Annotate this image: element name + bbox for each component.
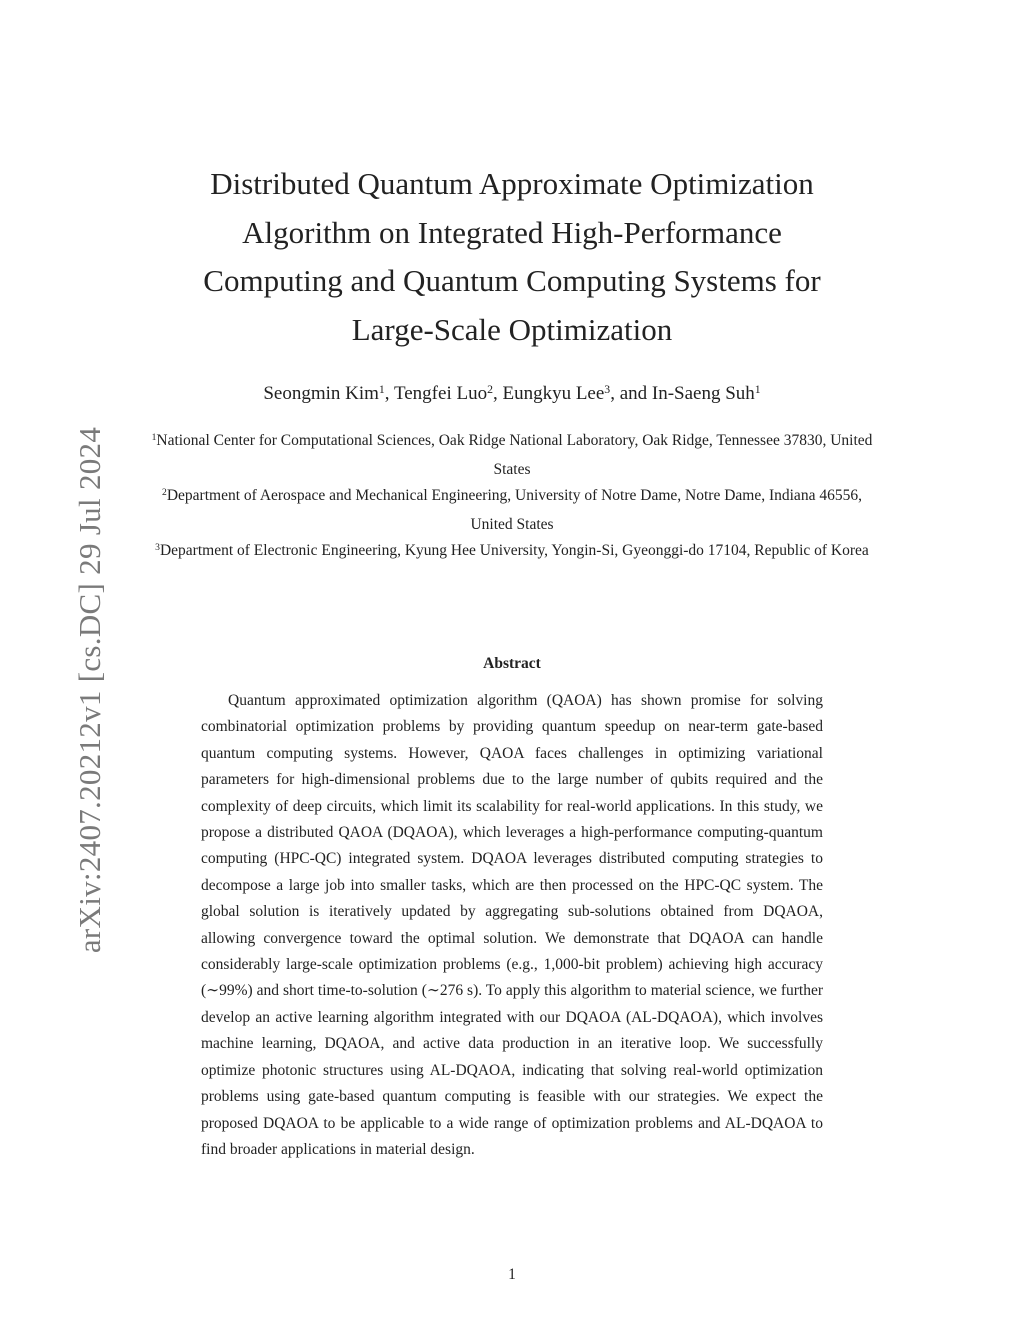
page-number: 1 (508, 1266, 516, 1283)
title-line: Distributed Quantum Approximate Optimization (210, 166, 814, 201)
author-separator: , (492, 383, 503, 404)
abstract-text: Quantum approximated optimization algorithm (QAOA) has shown promise for solving combinatorial optimization problems by providing quantum speedup on near-term gate-based quantum computing systems. However, QAOA faces challenges in optimizing variational parameters for high-dimensional problems due to the large number of qubits required and the complexity of deep circuits, which limit its scalability for real-world applications. In this study, we propose a distributed QAOA (DQAOA), which leverages a high-performance computing-quantum computing (HPC-QC) integrated system. DQAOA leverages distributed computing strategies to decompose a large job into smaller tasks, which are then processed on the HPC-QC system. The global solution is iteratively updated by aggregating sub-solutions obtained from DQAOA, allowing convergence toward the optimal solution. We demonstrate that DQAOA can handle considerably large-scale optimization problems (e.g., 1,000-bit problem) achieving high accuracy (∼99%) and short time-to-solution (∼276 s). To apply this algorithm to material science, we further develop an active learning algorithm integrated with our DQAOA (AL-DQAOA), which involves machine learning, DQAOA, and active data production in an iterative loop. We successfully optimize photonic structures using AL-DQAOA, indicating that solving real-world optimization problems using gate-based quantum computing is feasible with our strategies. We expect the proposed DQAOA to be applicable to a wide range of optimization problems and AL-DQAOA to find broader applications in material design. (201, 692, 823, 1158)
affiliation (150, 483, 874, 538)
affiliation-mark: 2 (162, 486, 167, 498)
author-name: Seongmin Kim (263, 383, 379, 404)
affiliation-text: Department of Aerospace and Mechanical Engineering, University of Notre Dame, Notre Dame, Indiana 46556, United States (166, 487, 862, 533)
author-separator: , and (610, 383, 652, 404)
author-name: In-Saeng Suh (651, 383, 755, 404)
author-separator: , (384, 383, 394, 404)
author-list (150, 380, 874, 410)
author-affiliation-mark: 1 (378, 382, 385, 396)
paper-title (150, 160, 874, 354)
affiliation-mark: 3 (155, 541, 160, 553)
arxiv-identifier: arXiv:2407.20212v1 [cs.DC] 29 Jul 2024 (72, 426, 107, 954)
author-affiliation-mark: 3 (604, 382, 611, 396)
affiliation-mark: 1 (151, 431, 157, 443)
author-name: Tengfei Luo (393, 383, 488, 404)
title-line: Computing and Quantum Computing Systems for (203, 263, 821, 298)
affiliation-text: Department of Electronic Engineering, Kyung Hee University, Yongin-Si, Gyeonggi-do 17104, Republic of Korea (159, 542, 869, 559)
affiliation-list (150, 428, 874, 567)
title-line: Algorithm on Integrated High-Performance (242, 214, 782, 250)
abstract-heading: Abstract (483, 655, 541, 672)
author-affiliation-mark: 2 (487, 382, 493, 396)
title-line: Large-Scale Optimization (351, 311, 673, 347)
author-name: Eungkyu Lee (502, 383, 605, 404)
affiliation (150, 538, 874, 567)
affiliation (150, 428, 874, 483)
author-affiliation-mark: 1 (754, 382, 761, 396)
affiliation-text: National Center for Computational Sciences, Oak Ridge National Laboratory, Oak Ridge, Tennessee 37830, United States (156, 432, 873, 478)
